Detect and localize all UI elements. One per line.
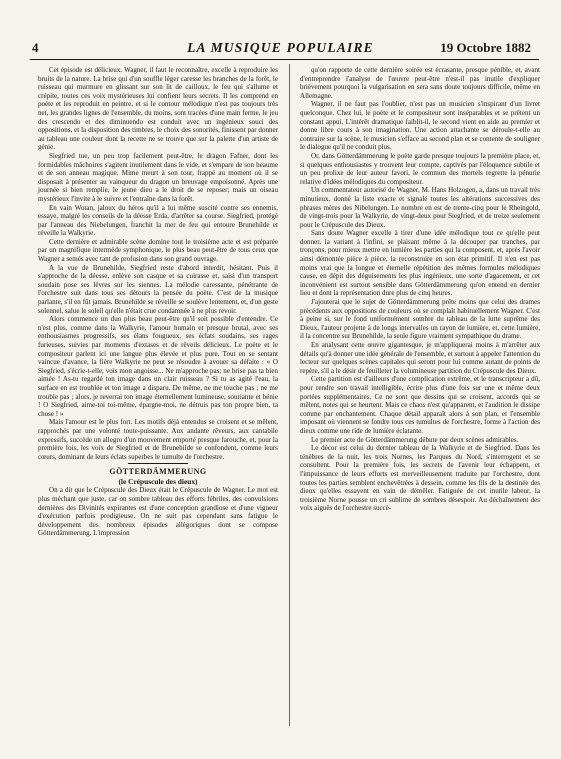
paragraph: On a dit que le Crépuscule des Dieux était le Crépuscule de Wagner. Le mot est plus méchant que juste, car on sombre tableau des efforts fébriles, des convulsions dernières des Divinités expirantes est d'une conception grandiose et d'une vigueur d'exécution parfois prodigieuse. On ne suit pas cependant sans fatigue le développement des nombreux épisodes allégoriques dont se compose Götterdämmerung. L'impression [38,486,278,538]
page-header [22,40,539,58]
column-separator [289,64,290,726]
paragraph: Le premier acte de Götterdämmerung débute par deux scènes admirables. [311,435,519,444]
paragraph: Wagner, il ne faut pas l'oublier, n'est pas un musicien s'inspirant d'un livret quelconque. Chez lui, le poète et le compositeur sont inséparables et se prêtent un constant appui. L'intérêt dramatique faiblit-il, le second vient en aide au premier et donne libre cours à son imagination. Une action attachante se déroule-t-elle au contraire sur la scène, le musicien s'efface au second plan et se contente de souligner le dialogue qu'il ne conduit plus. [300,100,540,152]
page-number: 4 [32,40,39,55]
paragraph: Cette dernière et admirable scène domine tout le troisième acte et est préparée par un magnifique intermède symphonique, le plus beau peut-être de tous ceux que Wagner a semés avec tant de profusion dans son grand ouvrage. [38,237,278,264]
paragraph: Siegfried tue, un peu trop facilement peut-être, le dragon Fafner, dont les formidables mâchoires s'agitent inutilement dans le vide, et s'empare de son heaume et de son anneau magique. Mime meurt à son tour, frappé au moment où il se disposait à présenter au vainqueur du dragon un breuvage empoisonné. Après une journée si bien remplie, le jeune dieu a le droit de se reposer; mais un oiseau mystérieux l'invite à le suivre et l'entraîne dans la forêt. [38,151,278,203]
section-divider [128,463,188,464]
header-rule [30,59,539,60]
right-column [300,66,540,513]
paragraph: Le décor est celui du dernier tableau de la Walkyrie et de Siegfried. Dans les ténèbres de la nuit, les trois Nornes, les Parques du Nord, s'interrogent et se consultent. Pour la première fois, les secrets de l'avenir leur échappent, et l'impuissance de leurs efforts est merveilleusement traduite par l'orchestre, dont toutes les parties semblent enchevêtrées à dessein, comme les fils de la destinée des dieux qu'elles essayent en vain de démêler. Fatiguée de cet inutile labeur, la troisième Norne pousse un cri sublime de sombres désespoir. Au déchaînement des voix aiguës de l'orchestre succè- [300,444,540,513]
paragraph: En analysant cette œuvre gigantesque, je m'appliquerai moins à m'arrêter aux détails qu'à donner une idée générale de l'ensemble, et surtout à appeler l'attention du lecteur sur quelques scènes capitales qui seront pour lui comme autant de points de repère, s'il a le désir de feuilleter la volumineuse partition du Crépuscule des Dieux. [300,341,540,375]
paragraph: Alors commence un duo plus beau peut-être qu'il soit possible d'entendre. Ce n'est plus, comme dans la Walkyrie, l'amour humain et presque brutal, avec ses enthousiasmes progressifs, ses élans fougueux, ses éclats soudains, ses rages furieuses, suivies par moments d'extases et de rêveils délicieux. Le poète et le compositeur parlent ici une langue plus élevée et plus pure. Tout en se sentant vaincue d'avance, la fière Walkyrie ne peut se résoudre à avouer sa défaite : « O Siegfried, s'écrie-t-elle, vois mon angoisse... Ne m'approche pas; ne brise pas ta bien aimée ! As-tu regardé ton image dans un clair ruisseau ? Si tu as agité l'eau, la surface en est troublée et ton image a disparu. De même, ne me touche pas ; ne me trouble pas ; alors, je reverrai ton image éternellement lumineuse, souriante et bénie ! O Siegfried, aime-toi toi-même, épargne-moi, ne détruis pas ton propre bien, ta chose ! » [38,315,278,418]
section-title: GÖTTERDÄMMERUNG [109,467,207,477]
paragraph: Cette partition est d'ailleurs d'une complication extrême, et le transcripteur a dû, pour rendre son travail intelligible, écrire plus d'une fois sur une et même deux portées supplémentaires. Ce ne sont que dessins qui se croisent, accords qui se mêlent, notes qui se heurtent. Mais ce chaos n'est qu'apparent, et l'audition le dissipe comme par enchantement. Chaque détail apparaît alors à son plan, et l'ensemble imposant où viennent se fondre tous ces tumultes de l'orchestre, forme à l'action des dieux comme une ride de lumière éclatante. [300,375,540,435]
paragraph: Un commentateur autorisé de Wagner, M. Hans Holzogen, a, dans un travail très minutieux, donné la liste exacte et signalé toutes les altérations successives des phrases mères des Nibelungen. Le nombre en est de trente-cinq pour le Rheingold, de vingt-trois pour la Walkyrie, de vingt-deux pour Siegfried, et de treize seulement pour le Crépuscule des Dieux. [300,186,540,229]
section-subtitle: (le Crépuscule des dieux) [118,477,198,487]
paragraph: En vain Wotan, jaloux du héros qu'il a lui même suscité contre ses ennemis, essaye, malgré les conseils de la déesse Erda, d'arrêter sa course. Siegfried, protégé par l'anneau des Niebelungen, franchit la mer de feu qui entoure Brunehilde et réveille la Walkyrie. [38,203,278,238]
left-column [38,66,278,538]
paragraph: qu'on rapporte de cette dernière soirée est écrasante, presque pénible, et, avant d'entreprendre l'analyse de l'œuvre peut-être n'est-il pas inutile d'expliquer brièvement pourquoi la vulgarisation en sera sans doute toujours difficile, même en Allemagne. [300,66,540,100]
journal-title: LA MUSIQUE POPULAIRE [187,40,374,55]
paragraph: A la vue de Brunehilde, Siegfried reste d'abord interdit, hésitant. Puis il s'approche de la déesse, enlève son casque et sa cuirasse et, saisi d'un transport soudain pose ses lèvres sur les siennes. La mélodie caressante, pénétrante de l'orchestre suit dans tous ses détours la pensée du poète. C'est de la musique parlante, s'il en fût jamais. Brunehilde se réveille se soulève lentement, et, d'un geste solennel, salue le soleil qu'elle n'était crue condamnée à ne plus revoir. [38,263,278,315]
paragraph: J'ajouterai que le sujet de Götterdämmerung prête moins que celui des drames précédents aux oppositions de couleurs où se complaît habituellement Wagner. C'est à peine si, sur le fond uniformément sombre du tableau de la lutte suprême des Dieux, l'auteur projette à de longs intervalles un rayon de lumière, et, cette lumière, il la concentre sur Brunehilde, la seule figure vraiment sympathique du drame. [300,298,540,341]
paragraph: Sans doute Wagner excelle à tirer d'une idée mélodique tout ce qu'elle peut donner, la variant à l'infini, se plaisant même à la découper par tranches, par tronçons, pour mieux mettre en lumière les parties qui la composent, et, après l'avoir ainsi démontée pièce à pièce, la reconstruire en son état primitif. Il n'en est pas moins vrai que la longue et éternelle répétition des mêmes formules mélodiques cause, en dépit des déguisements les plus ingénieux, une sorte d'agacement, et cet inconvénient est surtout sensible dans Götterdämmerung qu'on entend en dernier lieu et dont la représentation dure plus de cinq heures. [300,229,540,298]
paragraph: Cet épisode est délicieux. Wagner, il faut le reconnaître, excelle à reproduire les bruits de la nature. La brise qui d'un souffle léger caresse les branches de la forêt, le ruisseau qui murmure en glissant sur son lit de cailloux, le feu qui s'allume et crépite, toutes ces voix mystérieuses lui confient leurs secrets. Il les comprend en poète et les reproduit en peintre, et si le contour mélodique n'est pas toujours très net, les grandes lignes de l'ensemble, du moins, sont tracées d'une main ferme, le jeu des crescendo et des diminuendo est conduit avec un ingénieux souci des oppositions, et la disposition des timbres, le choix des sonorités, finissent par donner au tableau une couleur dont la recette ne se trouve que sur la palette d'un artiste de génie. [38,66,278,152]
paragraph: Mais l'amour est le plus fort. Les motifs déjà entendus se croisent et se mêlent, rapprochés par une volonté toute-puissante. Aux andante rêveurs, aux cantabile expressifs, succède un allegro d'un mouvement emporté presque farouche, et, pour la première fois, les voix de Siegfried et de Brunehilde se confondent, comme leurs cœurs, dominant de leurs éclats superbes le tumulte de l'orchestre. [38,418,278,461]
paragraph: Or, dans Götterdämmerung le poète garde presque toujours la première place, et, si quelques enthousiastes y trouvent leur compte, captivés par l'éloquence subtile et un peu prolixe de leur auteur favori, le commun des mortels regrette la pénurie relative d'idées mélodiques du compositeur. [300,151,540,186]
issue-date: 19 Octobre 1882 [440,40,531,55]
